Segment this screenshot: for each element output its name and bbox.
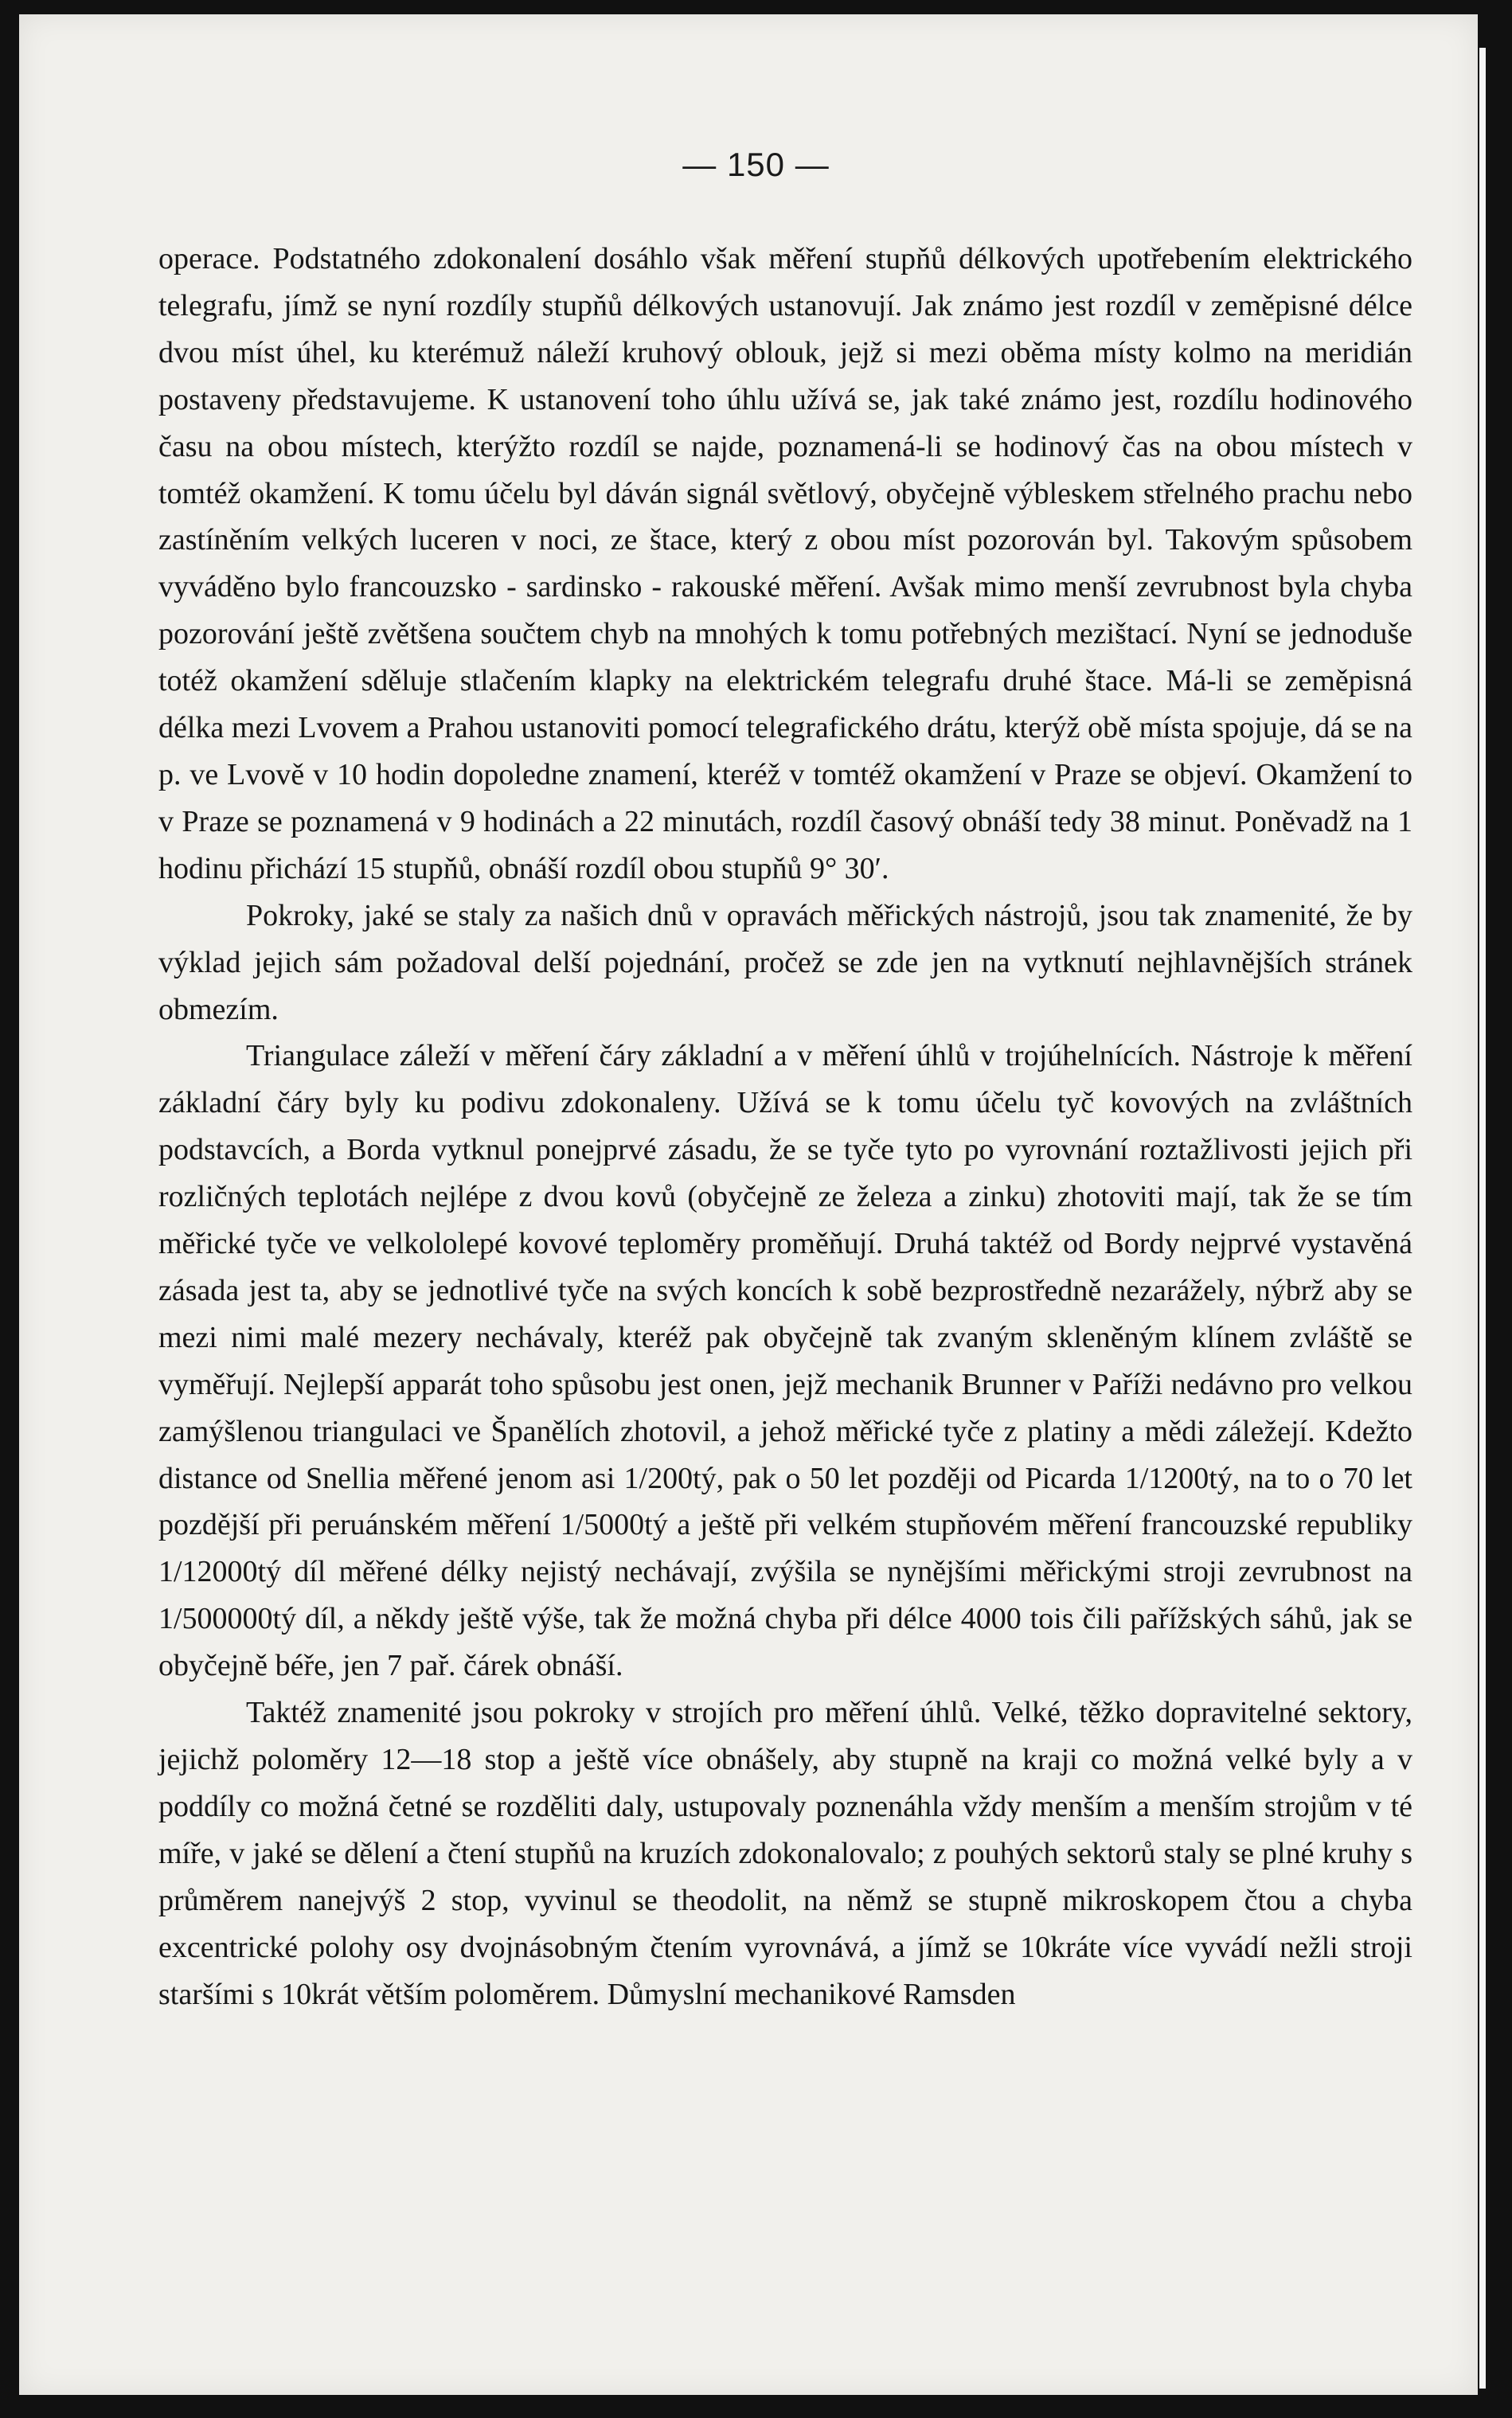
paragraph-1: operace. Podstatného zdokonalení dosáhlo však měření stupňů délkových upotřebením elektrického telegrafu, jímž se nyní rozdíly stupňů délkových ustanovují. Jak známo jest rozdíl v zeměpisné délce dvou míst úhel, ku kterémuž náleží kruhový oblouk, jejž si mezi oběma místy kolmo na meridián postaveny představujeme. K ustanovení toho úhlu užívá se, jak také známo jest, rozdílu hodinového času na obou místech, kterýžto rozdíl se najde, poznamená-li se hodinový čas na obou místech v tomtéž okamžení. K tomu účelu byl dáván signál světlový, obyčejně výbleskem střelného prachu nebo zastíněním velkých luceren v noci, ze štace, který z obou míst pozorován byl. Takovým spůsobem vyváděno bylo francouzsko - sardinsko - rakouské měření. Avšak mimo menší zevrubnost byla chyba pozorování ještě zvětšena součtem chyb na mnohých k tomu potřebných mezištací. Nyní se jednoduše totéž okamžení sděluje stlačením klapky na elektrickém telegrafu druhé štace. Má-li se zeměpisná délka mezi Lvovem a Prahou ustanoviti pomocí telegrafického drátu, kterýž obě místa spojuje, dá se na p. ve Lvově v 10 hodin dopoledne znamení, kteréž v tomtéž okamžení v Praze se objeví. Okamžení to v Praze se poznamená v 9 hodinách a 22 minutách, rozdíl časový obnáší tedy 38 minut. Poněvadž na 1 hodinu přichází 15 stupňů, obnáší rozdíl obou stupňů 9° 30′. bbox=[158, 242, 1412, 885]
page-edge bbox=[1479, 48, 1486, 2389]
body-text bbox=[158, 236, 1412, 2018]
paragraph-2: Pokroky, jaké se staly za našich dnů v opravách měřických nástrojů, jsou tak znamenité, že by výklad jejich sám požadoval delší pojednání, pročež se zde jen na vytknutí nejhlavnějších stránek obmezím. bbox=[158, 898, 1412, 1026]
page-number: — 150 — bbox=[682, 146, 830, 183]
paragraph-4: Taktéž znamenité jsou pokroky v strojích pro měření úhlů. Velké, těžko dopravitelné sektory, jejichž poloměry 12—18 stop a ještě více obnášely, aby stupně na kraji co možná velké byly a v poddíly co možná četné se rozděliti daly, ustupovaly poznenáhla vždy menším a menším strojům v té míře, v jaké se dělení a čtení stupňů na kruzích zdokonalovalo; z pouhých sektorů staly se plné kruhy s průměrem nanejvýš 2 stop, vyvinul se theodolit, na němž se stupně mikroskopem čtou a chyba excentrické polohy osy dvojnásobným čtením vyrovnává, a jímž se 10kráte více vyvádí nežli stroji staršími s 10krát větším poloměrem. Důmyslní mechanikové Ramsden bbox=[158, 1696, 1412, 2011]
paragraph-3: Triangulace záleží v měření čáry základní a v měření úhlů v trojúhelnících. Nástroje k měření základní čáry byly ku podivu zdokonaleny. Užívá se k tomu účelu tyč kovových na zvláštních podstavcích, a Borda vytknul ponejprvé zásadu, že se tyče tyto po vyrovnání roztažlivosti jejich při rozličných teplotách nejlépe z dvou kovů (obyčejně ze železa a zinku) zhotoviti mají, tak že se tím měřické tyče ve velkololepé kovové teploměry proměňují. Druhá taktéž od Bordy nejprvé vystavěná zásada jest ta, aby se jednotlivé tyče na svých koncích k sobě bezprostředně nezarážely, nýbrž aby se mezi nimi malé mezery nechávaly, kteréž pak obyčejně tak zvaným skleněným klínem zvláště se vyměřují. Nejlepší apparát toho spůsobu jest onen, jejž mechanik Brunner v Paříži nedávno pro velkou zamýšlenou triangulaci ve Španělích zhotovil, a jehož měřické tyče z platiny a mědi záležejí. Kdežto distance od Snellia měřené jenom asi 1/200tý, pak o 50 let později od Picarda 1/1200tý, na to o 70 let pozdější při peruánském měření 1/5000tý a ještě při velkém stupňovém měření francouzské republiky 1/12000tý díl měřené délky nejistý nechávají, zvýšila se nynějšími měřickými stroji zevrubnost na 1/500000tý díl, a někdy ještě výše, tak že možná chyba při délce 4000 tois čili pařížských sáhů, jak se obyčejně béře, jen 7 pař. čárek obnáší. bbox=[158, 1039, 1412, 1683]
